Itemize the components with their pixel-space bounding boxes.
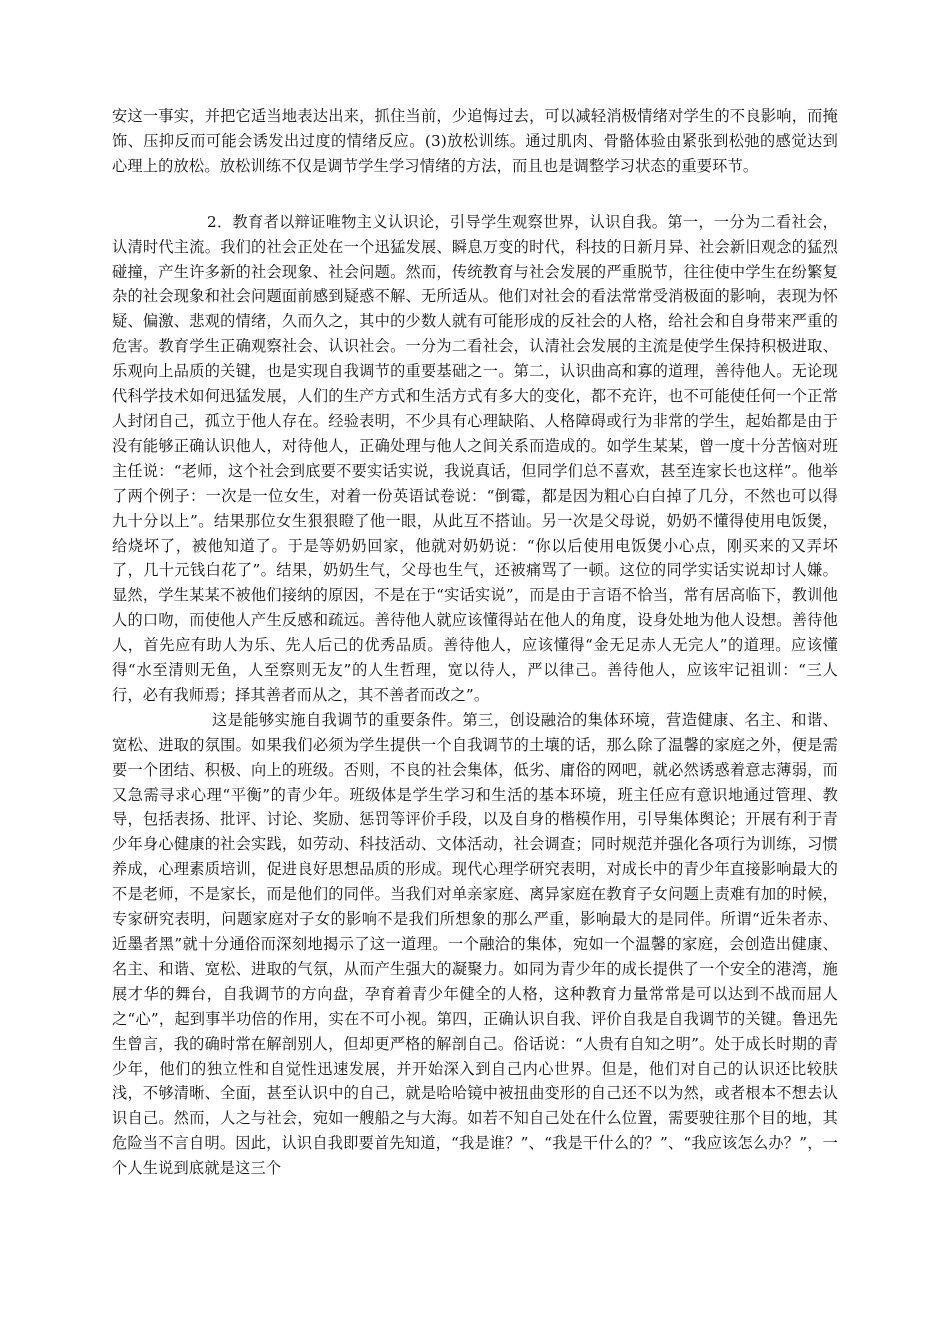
- paragraph-dialectical-materialism: 2．教育者以辩证唯物主义认识论，引导学生观察世界，认识自我。第一，一分为二看社会，认清时代主流。我们的社会正处在一个迅猛发展、瞬息万变的时代，科技的日新月异、社会新旧观念的猛烈碰撞，产生许多新的社会现象、社会问题。然而，传统教育与社会发展的严重脱节，往往使中学生在纷繁复杂的社会现象和社会问题面前感到疑惑不解、无所适从。他们对社会的看法常常受消极面的影响，表现为怀疑、偏激、悲观的情绪，久而久之，其中的少数人就有可能形成的反社会的人格，给社会和自身带来严重的危害。教育学生正确观察社会、认识社会。一分为二看社会，认清社会发展的主流是使学生保持积极进取、乐观向上品质的关键，也是实现自我调节的重要基础之一。第二，认识曲高和寡的道理，善待他人。无论现代科学技术如何迅猛发展，人们的生产方式和生活方式有多大的变化，都不充许，也不可能使任何一个正常人封闭自己，孤立于他人存在。经验表明，不少具有心理缺陷、人格障碍或行为非常的学生，起始都是由于没有能够正确认识他人，对待他人，正确处理与他人之间关系而造成的。如学生某某，曾一度十分苦恼对班主任说：“老师，这个社会到底要不要实话实说，我说真话，但同学们总不喜欢，甚至连家长也这样”。他举了两个例子：一次是一位女生，对着一份英语试卷说：“倒霉，都是因为粗心白白掉了几分，不然也可以得九十分以上”。结果那位女生狠狠瞪了他一眼，从此互不搭讪。另一次是父母说，奶奶不懂得使用电饭煲，给烧坏了，被他知道了。于是等奶奶回家，他就对奶奶说：“你以后使用电饭煲小心点，刚买来的又弄坏了，几十元钱白花了”。结果，奶奶生气，父母也生气，还被痛骂了一顿。这位的同学实话实说却讨人嫌。显然，学生某某不被他们接纳的原因，不是在于“实话实说”，而是由于言语不恰当，常有居高临下，教训他人的口吻，而使他人产生反感和疏远。善待他人就应该懂得站在他人的角度，设身处地为他人设想。善待他人，首先应有助人为乐、先人后己的优秀品质。善待他人，应该懂得“金无足赤人无完人”的道理。应该懂得“水至清则无鱼，人至察则无友”的人生哲理，宽以待人，严以律己。善待他人，应该牢记祖训：“三人行，必有我师焉；择其善者而从之，其不善者而改之”。: [112, 212, 838, 704]
- paragraph-collective-environment: 这是能够实施自我调节的重要条件。第三，创设融洽的集体环境，营造健康、名主、和谐、宽松、进取的氛围。如果我们必须为学生提供一个自我调节的土壤的话，那么除了温馨的家庭之外，便是需要一个团结、积极、向上的班级。否则，不良的社会集体，低劣、庸俗的网吧，就必然诱惑着意志薄弱，而又急需寻求心理“平衡”的青少年。班级体是学生学习和生活的基本环境，班主任应有意识地通过管理、教导，包括表扬、批评、讨论、奖励、惩罚等评价手段，以及自身的楷模作用，引导集体舆论；开展有利于青少年身心健康的社会实践，如劳动、科技活动、文体活动，社会调查；同时规范并强化各项行为训练，习惯养成，心理素质培训，促进良好思想品质的形成。现代心理学研究表明，对成长中的青少年直接影响最大的不是老师，不是家长，而是他们的同伴。当我们对单亲家庭、离异家庭在教育子女问题上责难有加的时候，专家研究表明，问题家庭对子女的影响不是我们所想象的那么严重，影响最大的是同伴。所谓“近朱者赤、近墨者黑”就十分通俗而深刻地揭示了这一道理。一个融洽的集体，宛如一个温馨的家庭，会创造出健康、名主、和谐、宽松、进取的气氛，从而产生强大的凝聚力。如同为青少年的成长提供了一个安全的港湾，施展才华的舞台，自我调节的方向盘，孕育着青少年健全的人格，这种教育力量常常是可以达到不战而屈人之“心”，起到事半功倍的作用，实在不可小视。第四，正确认识自我、评价自我是自我调节的关键。鲁迅先生曾言，我的确时常在解剖别人，但却更严格的解剖自己。俗话说：“人贵有自知之明”。处于成长时期的青少年，他们的独立性和自觉性迅速发展，并开始深入到自己内心世界。但是，他们对自己的认识还比较肤浅，不够清晰、全面，甚至认识中的自己，就是哈哈镜中被扭曲变形的自己还不以为然，或者根本不想去认识自己。然而，人之与社会，宛如一艘船之与大海。如若不知自己处在什么位置，需要驶往那个目的地，其危险当不言自明。因此，认识自我即要首先知道，“我是谁？”、“我是干什么的？”、“我应该怎么办？”，一个人生说到底就是这三个: [112, 710, 838, 1178]
- document-body: [112, 104, 838, 1181]
- paragraph-gap: [112, 179, 838, 210]
- paragraph-relaxation-training: 安这一事实，并把它适当地表达出来，抓住当前，少追悔过去，可以减轻消极情绪对学生的不良影响，而掩饰、压抑反而可能会诱发出过度的情绪反应。(3)放松训练。通过肌肉、骨骼体验由紧张到松弛的感觉达到心理上的放松。放松训练不仅是调节学生学习情绪的方法，而且也是调整学习状态的重要环节。: [112, 107, 838, 175]
